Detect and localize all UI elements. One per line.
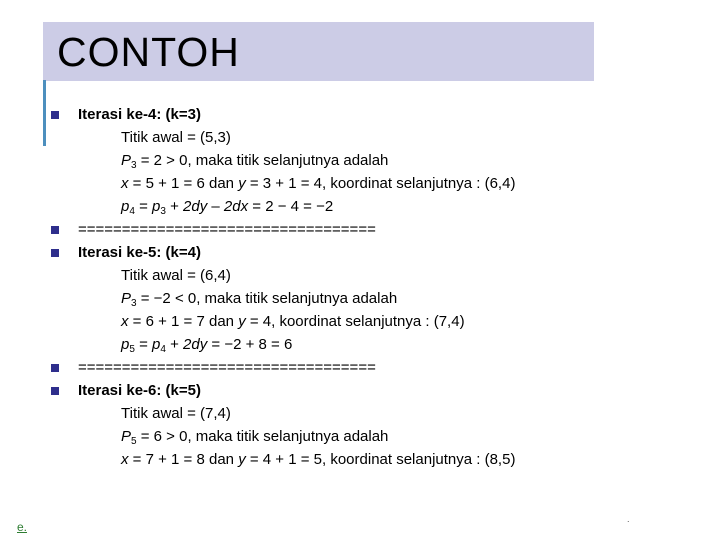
footer-dot: . [627, 514, 630, 524]
iteration-5-next-p: $p_5 = p_4 + 2dy = -2 + 8 = 6$ [121, 336, 293, 355]
iteration-4-decision: $P_3 = 2 > 0$, maka titik selanjutnya adalah [121, 152, 389, 171]
iteration-6-start-point: Titik awal = (7,4) [121, 405, 231, 422]
iteration-4-header: Iterasi ke-4: (k=3) [78, 106, 201, 123]
square-bullet-icon [51, 226, 59, 234]
iteration-5-next-coordinate: x = 6 + 1 = 7 dan y = 4, koordinat selanjutnya : (7,4) [121, 313, 465, 330]
square-bullet-icon [51, 364, 59, 372]
separator-line: ================================== [78, 359, 376, 376]
iteration-5-start-point: Titik awal = (6,4) [121, 267, 231, 284]
iteration-6-decision: $P_5 = 6 > 0$, maka titik selanjutnya adalah [121, 428, 389, 447]
iteration-4-next-p: $p_4 = p_3 + 2dy - 2dx = 2 - 4 = -2$ [121, 198, 334, 217]
square-bullet-icon [51, 111, 59, 119]
iteration-5-header: Iterasi ke-5: (k=4) [78, 244, 201, 261]
square-bullet-icon [51, 249, 59, 257]
iteration-4-start-point: Titik awal = (5,3) [121, 129, 231, 146]
separator-line: ================================== [78, 221, 376, 238]
iteration-6-header: Iterasi ke-6: (k=5) [78, 382, 201, 399]
iteration-4-next-coordinate: x = 5 + 1 = 6 dan y = 3 + 1 = 4, koordinat selanjutnya : (6,4) [121, 175, 516, 192]
square-bullet-icon [51, 387, 59, 395]
iteration-5-decision: $P_3 = -2 < 0$, maka titik selanjutnya adalah [121, 290, 398, 309]
iteration-6-next-coordinate: x = 7 + 1 = 8 dan y = 4 + 1 = 5, koordinat selanjutnya : (8,5) [121, 451, 516, 468]
footer-link-mark[interactable]: e. [17, 520, 28, 534]
left-accent-rule [43, 80, 46, 146]
slide-title: CONTOH [57, 29, 240, 75]
